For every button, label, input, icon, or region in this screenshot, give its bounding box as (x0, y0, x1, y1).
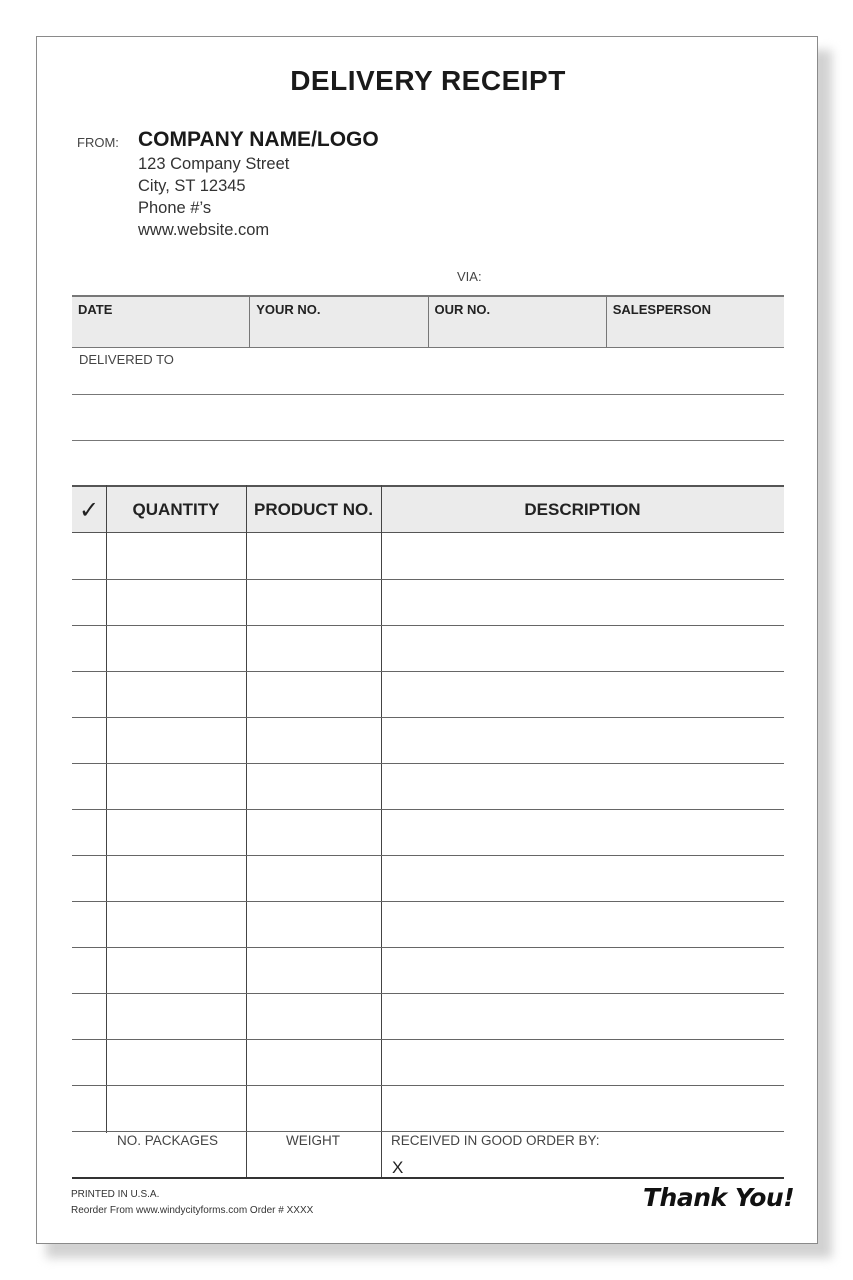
item-row-line[interactable] (72, 763, 784, 764)
company-website: www.website.com (138, 221, 270, 239)
item-row-line[interactable] (72, 901, 784, 902)
quantity-column-divider (246, 485, 247, 1177)
packages-label: NO. PACKAGES (117, 1133, 219, 1148)
company-street: 123 Company Street (138, 155, 290, 173)
items-table-header (72, 485, 784, 533)
item-row-line[interactable] (72, 855, 784, 856)
reorder-note: Reorder From www.windycityforms.com Order # XXXX (71, 1205, 314, 1216)
form-title: DELIVERY RECEIPT (290, 65, 566, 96)
salesperson-field[interactable]: SALESPERSON (612, 302, 711, 317)
form-bottom-rule (72, 1177, 784, 1179)
quantity-column-header: QUANTITY (132, 500, 220, 519)
your-no-field[interactable]: YOUR NO. (250, 297, 428, 347)
item-row-line[interactable] (72, 625, 784, 626)
delivered-to-label: DELIVERED TO (79, 352, 174, 367)
receipt-form (36, 36, 818, 1244)
delivered-to-line-2[interactable] (72, 440, 784, 441)
company-city: City, ST 12345 (138, 177, 246, 195)
signature-mark[interactable]: X (392, 1158, 404, 1177)
item-row-line[interactable] (72, 1039, 784, 1040)
check-column-header (72, 487, 106, 533)
from-label: FROM: (77, 135, 119, 150)
company-phone: Phone #’s (138, 199, 212, 217)
description-column-header: DESCRIPTION (524, 500, 641, 519)
item-row-line[interactable] (72, 809, 784, 810)
item-row-line[interactable] (72, 1085, 784, 1086)
product-no-column-header: PRODUCT NO. (254, 500, 373, 519)
item-row-line[interactable] (72, 671, 784, 672)
weight-label: WEIGHT (286, 1133, 340, 1148)
our-no-field[interactable]: OUR NO. (429, 297, 607, 347)
item-row-line[interactable] (72, 1131, 784, 1132)
thank-you-text: Thank You! (643, 1183, 795, 1212)
checkmark-icon: ✓ (78, 496, 100, 524)
product-column-divider (381, 485, 382, 1177)
date-field[interactable]: DATE (72, 297, 250, 347)
item-row-line[interactable] (72, 579, 784, 580)
item-row-line[interactable] (72, 717, 784, 718)
printed-in-note: PRINTED IN U.S.A. (71, 1189, 160, 1200)
company-name: COMPANY NAME/LOGO (138, 128, 379, 151)
received-by-label: RECEIVED IN GOOD ORDER BY: (391, 1133, 600, 1148)
item-row-line[interactable] (72, 993, 784, 994)
delivered-to-line-1[interactable] (72, 394, 784, 395)
item-row-line[interactable] (72, 947, 784, 948)
order-info-header (72, 295, 784, 348)
via-label: VIA: (457, 269, 482, 284)
